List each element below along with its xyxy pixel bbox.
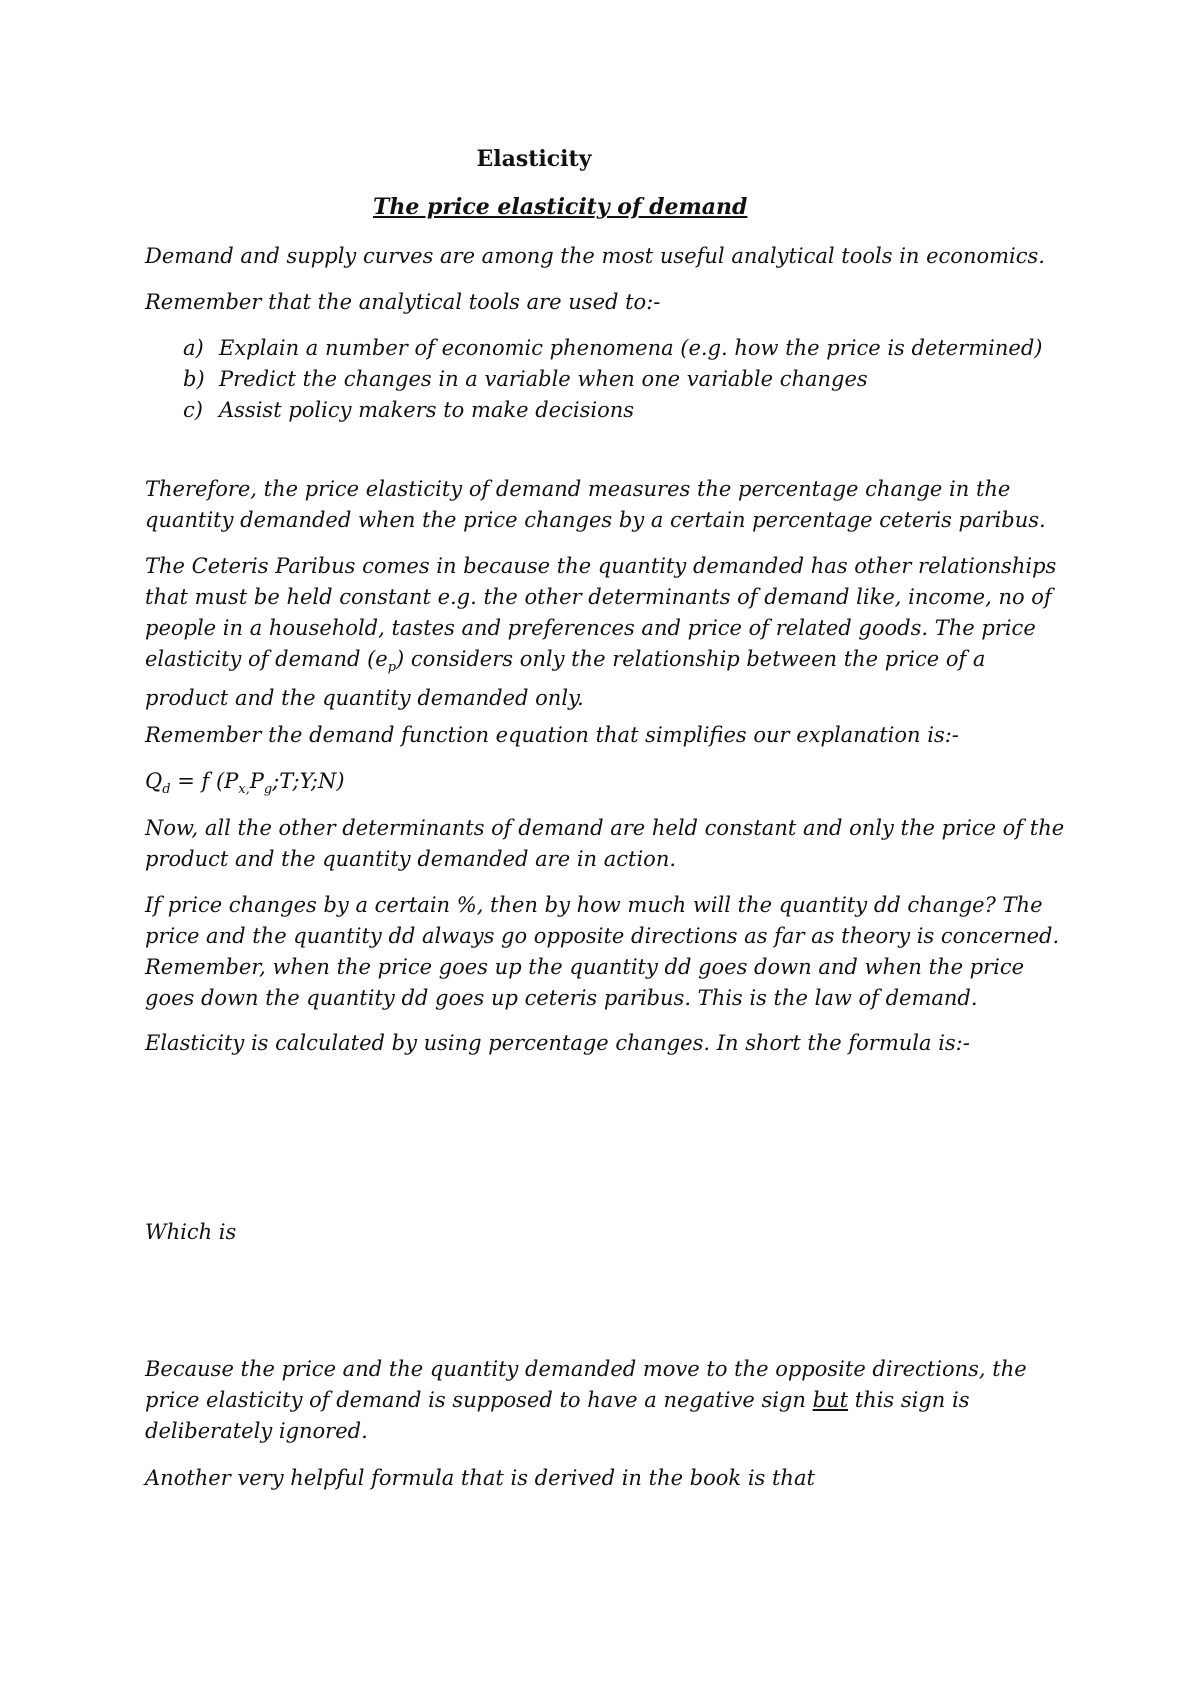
list-item-text: Assist policy makers to make decisions — [219, 398, 635, 422]
page-subtitle: The price elasticity of demand — [373, 194, 748, 220]
uses-list — [183, 333, 1043, 426]
paragraph-therefore: Therefore, the price elasticity of demand measures the percentage change in the quantity demanded when the price changes by a certain percentage ceteris paribus. — [145, 477, 1046, 532]
list-marker: b) — [183, 367, 205, 391]
paragraph-remember-function: Remember the demand function equation that simplifies our explanation is:- — [145, 723, 959, 747]
list-item-text: Explain a number of economic phenomena (e.g. how the price is determined) — [219, 336, 1043, 360]
paragraph-now: Now, all the other determinants of demand are held constant and only the price of the product and the quantity demanded are in action. — [145, 816, 1065, 871]
list-marker: c) — [183, 398, 203, 422]
paragraph-which-is: Which is — [145, 1220, 237, 1244]
paragraph-ceteris-paribus: The Ceteris Paribus comes in because the quantity demanded has other relationships that must be held constant e.g. the other determinants of demand like, income, no of people in a household, tastes and preferences and price of related goods. The price elasticity of demand $(e_p)$ considers only the relationship between the price of a product and the quantity demanded only. — [145, 554, 1057, 711]
list-item — [183, 395, 1043, 426]
paragraph-another-formula: Another very helpful formula that is derived in the book is that — [145, 1466, 815, 1490]
page-title: Elasticity — [476, 146, 592, 172]
list-item — [183, 333, 1043, 364]
paragraph-because: Because the price and the quantity demanded move to the opposite directions, the price elasticity of demand is supposed to have a negative sign but this sign is deliberately ignored. — [145, 1357, 1027, 1443]
paragraph-calculation: Elasticity is calculated by using percentage changes. In short the formula is:- — [145, 1031, 970, 1055]
paragraph-intro: Demand and supply curves are among the most useful analytical tools in economics. — [145, 244, 1045, 268]
list-item — [183, 364, 1043, 395]
demand-function-equation: $Q_d = f$ $(P_{x,}P_g;T;Y;N)$ — [145, 769, 345, 798]
list-item-text: Predict the changes in a variable when one variable changes — [219, 367, 868, 391]
paragraph-remember-tools: Remember that the analytical tools are used to:- — [145, 290, 661, 314]
underlined-word: but — [812, 1388, 849, 1412]
list-marker: a) — [183, 336, 204, 360]
paragraph-if-price: If price changes by a certain %, then by how much will the quantity dd change? The price and the quantity dd always go opposite directions as far as theory is concerned. Remember, when the price goes up the quantity dd goes down and when the price goes down the quantity dd goes up ceteris paribus. This is the law of demand. — [145, 893, 1060, 1010]
